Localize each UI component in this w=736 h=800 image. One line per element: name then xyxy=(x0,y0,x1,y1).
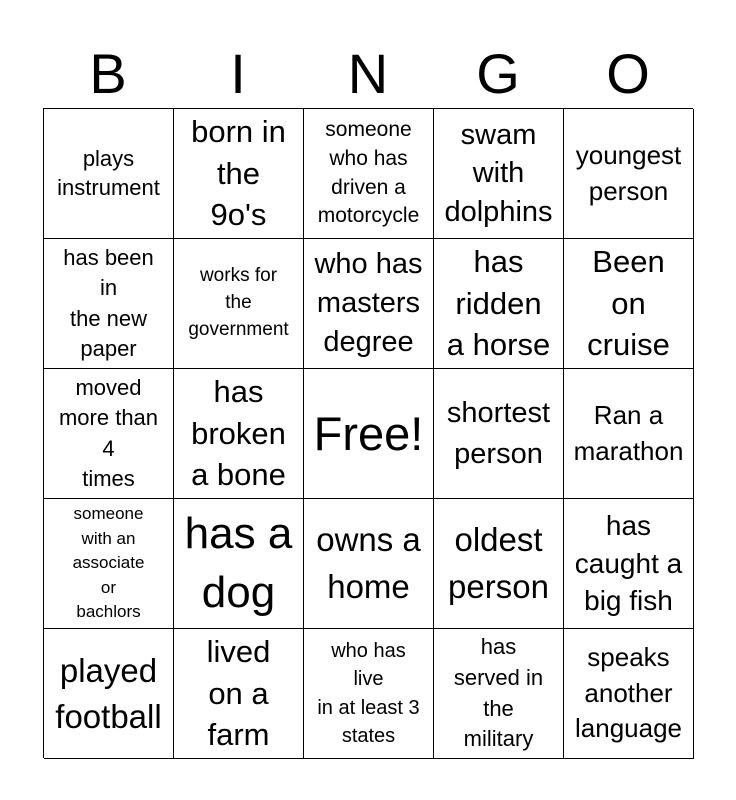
bingo-cell[interactable] xyxy=(174,239,304,369)
bingo-cell-label: has broken a bone xyxy=(191,373,286,493)
bingo-cell-label: plays instrument xyxy=(57,145,160,200)
bingo-cell-label: has ridden a horse xyxy=(446,243,551,363)
bingo-cell[interactable] xyxy=(44,109,174,239)
bingo-cell[interactable] xyxy=(174,499,304,629)
bingo-cell[interactable] xyxy=(564,109,694,239)
bingo-cell-label: shortest person xyxy=(446,396,551,470)
bingo-cell-label: who has live in at least 3 states xyxy=(317,639,420,747)
bingo-cell-label: has a dog xyxy=(184,508,293,617)
bingo-cell-label: played football xyxy=(55,651,162,735)
header-letter-n: N xyxy=(347,42,389,105)
bingo-cell-label: has been in the new paper xyxy=(63,244,154,361)
bingo-cell-label: swam with dolphins xyxy=(444,118,553,228)
bingo-cell[interactable] xyxy=(44,629,174,759)
bingo-cell[interactable] xyxy=(564,629,694,759)
bingo-cell[interactable] xyxy=(44,499,174,629)
bingo-cell-label: born in the 9o's xyxy=(191,113,286,233)
bingo-header xyxy=(43,40,693,108)
bingo-cell-label: Free! xyxy=(313,406,424,460)
bingo-cell-label: someone who has driven a motorcycle xyxy=(317,117,420,228)
bingo-cell-label: owns a home xyxy=(316,521,421,605)
bingo-cell-label: Ran a marathon xyxy=(573,399,684,466)
bingo-cell[interactable] xyxy=(304,109,434,239)
header-letter-i: I xyxy=(230,42,246,105)
bingo-cell[interactable] xyxy=(44,369,174,499)
bingo-cell[interactable] xyxy=(434,109,564,239)
bingo-cell[interactable] xyxy=(304,499,434,629)
bingo-cell-label: who has masters degree xyxy=(314,247,423,359)
bingo-cell[interactable] xyxy=(174,109,304,239)
bingo-cell[interactable] xyxy=(434,629,564,759)
bingo-cell[interactable] xyxy=(434,369,564,499)
bingo-cell[interactable] xyxy=(434,499,564,629)
bingo-cell-label: youngest person xyxy=(575,139,682,206)
bingo-cell[interactable] xyxy=(564,239,694,369)
bingo-cell[interactable] xyxy=(304,629,434,759)
bingo-cell[interactable] xyxy=(304,369,434,499)
bingo-cell-label: has caught a big fish xyxy=(574,509,683,617)
bingo-cell[interactable] xyxy=(564,369,694,499)
bingo-cell-label: Been on cruise xyxy=(587,243,670,363)
bingo-cell[interactable] xyxy=(564,499,694,629)
bingo-cell-label: someone with an associate or bachlors xyxy=(72,503,145,622)
bingo-cell-label: moved more than 4 times xyxy=(58,374,159,491)
bingo-cell[interactable] xyxy=(434,239,564,369)
header-letter-g: G xyxy=(476,42,520,105)
bingo-board xyxy=(43,108,693,758)
header-letter-o: O xyxy=(606,42,650,105)
bingo-cell[interactable] xyxy=(174,369,304,499)
bingo-cell-label: lived on a farm xyxy=(206,633,271,753)
bingo-cell-label: works for the government xyxy=(188,265,289,340)
bingo-cell-label: has served in the military xyxy=(453,633,544,752)
bingo-cell-label: oldest person xyxy=(448,521,549,605)
bingo-cell[interactable] xyxy=(174,629,304,759)
bingo-cell[interactable] xyxy=(304,239,434,369)
bingo-cell-label: speaks another language xyxy=(575,641,682,744)
bingo-cell[interactable] xyxy=(44,239,174,369)
header-letter-b: B xyxy=(89,42,127,105)
